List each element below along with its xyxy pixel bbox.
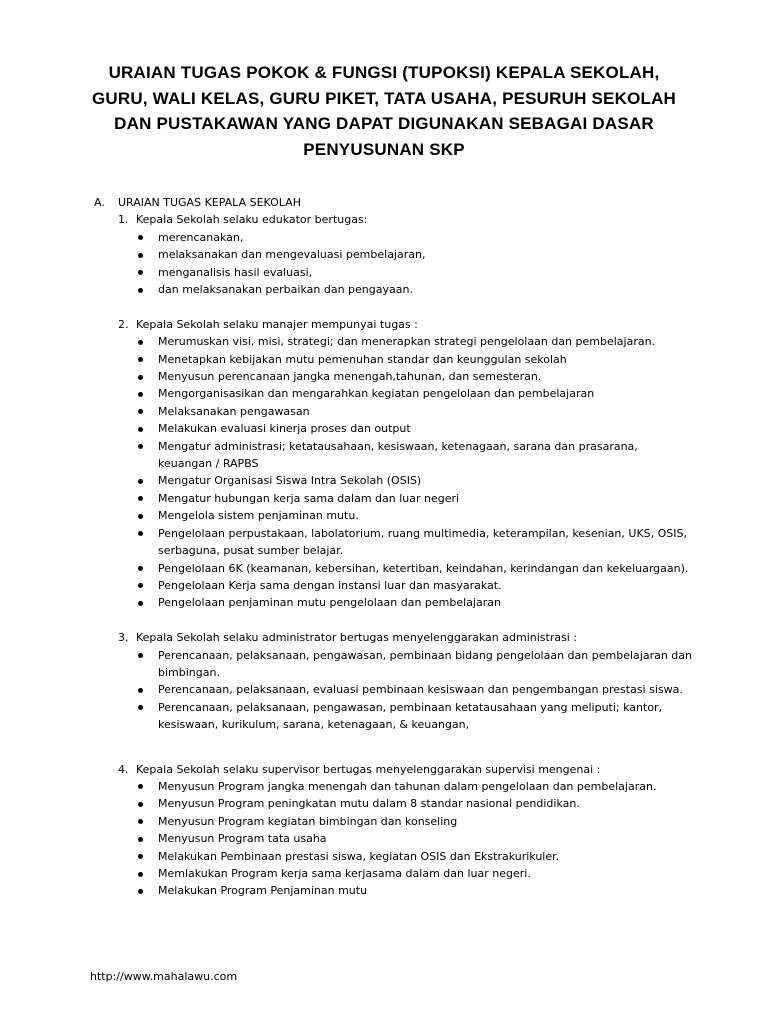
- section-title: URAIAN TUGAS KEPALA SEKOLAH: [118, 196, 301, 209]
- item-heading-text: Kepala Sekolah selaku manajer mempunyai tugas :: [136, 317, 418, 331]
- list-item: [136, 830, 694, 847]
- list-item-text: Pengelolaan Kerja sama dengan instansi luar dan masyarakat.: [158, 578, 502, 592]
- list-item-text: Menyusun perencanaan jangka menengah,tahunan, dan semesteran.: [158, 370, 542, 384]
- list-item: [136, 403, 694, 420]
- bullet-icon: [138, 601, 143, 606]
- bullet-list: [136, 333, 694, 612]
- list-item: [136, 560, 694, 577]
- list-item-text: Mengorganisasikan dan mengarahkan kegiatan pengelolaan dan pembelajaran: [158, 387, 595, 401]
- list-item-text: Pengelolaan penjaminan mutu pengelolaan dan pembelajaran: [158, 596, 501, 610]
- bullet-icon: [138, 270, 143, 275]
- bullet-icon: [138, 479, 143, 484]
- item-heading-text: Kepala Sekolah selaku supervisor bertugas menyelenggarakan supervisi mengenai :: [136, 762, 601, 776]
- bullet-list: [136, 647, 694, 734]
- bullet-icon: [138, 819, 143, 824]
- numbered-item: [118, 316, 694, 612]
- item-heading: [118, 211, 694, 228]
- title-line: DAN PUSTAKAWAN YANG DAPAT DIGUNAKAN SEBAGAI DASAR: [114, 114, 654, 133]
- list-item: [136, 472, 694, 489]
- list-item: [136, 681, 694, 698]
- list-item-text: Menyusun Program kegiatan bimbingan dan konseling: [158, 814, 458, 828]
- list-item: [136, 848, 694, 865]
- list-item: [136, 778, 694, 795]
- bullet-icon: [138, 409, 143, 414]
- item-number: 1.: [118, 213, 129, 227]
- numbered-item: [118, 761, 694, 900]
- list-item: [136, 795, 694, 812]
- bullet-icon: [138, 653, 143, 658]
- document-title: [60, 60, 708, 162]
- bullet-icon: [138, 514, 143, 519]
- bullet-icon: [138, 705, 143, 710]
- bullet-icon: [138, 340, 143, 345]
- list-item: [136, 264, 694, 281]
- list-item-text: Memlakukan Program kerja sama kerjasama dalam dan luar negeri.: [158, 867, 531, 880]
- bullet-icon: [138, 531, 143, 536]
- spacer: [94, 734, 694, 761]
- list-item: [136, 368, 694, 385]
- list-item: [136, 882, 694, 899]
- spacer: [94, 612, 694, 629]
- spacer: [94, 298, 694, 315]
- bullet-icon: [138, 496, 143, 501]
- list-item-text: Menyusun Program peningkatan mutu dalam 8 standar nasional pendidikan.: [158, 797, 580, 811]
- item-heading: [118, 761, 694, 778]
- list-item: [136, 577, 694, 594]
- bullet-icon: [138, 784, 143, 789]
- title-line: URAIAN TUGAS POKOK & FUNGSI (TUPOKSI) KEPALA SEKOLAH,: [108, 63, 660, 82]
- bullet-icon: [138, 688, 143, 693]
- list-item-text: Perencanaan, pelaksanaan, pengawasan, pembinaan ketatausahaan yang meliputi; kantor, kesiswaan, kurikulum, sarana, ketenagaan, & keuangan,: [158, 700, 663, 732]
- bullet-icon: [138, 583, 143, 588]
- list-item: [136, 525, 694, 560]
- list-item-text: merencanakan,: [158, 230, 244, 244]
- section-items: [94, 211, 694, 899]
- bullet-icon: [138, 802, 143, 807]
- list-item: [136, 865, 694, 882]
- bullet-icon: [138, 444, 143, 449]
- list-item-text: Melakukan evaluasi kinerja proses dan output: [158, 422, 411, 436]
- list-item-text: melaksanakan dan mengevaluasi pembelajaran,: [158, 248, 426, 262]
- bullet-icon: [138, 872, 143, 877]
- list-item-text: Pengelolaan 6K (keamanan, kebersihan, ketertiban, keindahan, kerindangan dan kekeluargaan).: [158, 561, 689, 575]
- section-letter: A.: [94, 196, 105, 209]
- list-item: [136, 594, 694, 611]
- item-heading: [118, 316, 694, 333]
- list-item-text: Mengelola sistem penjaminan mutu.: [158, 509, 359, 523]
- bullet-icon: [138, 392, 143, 397]
- item-heading-text: Kepala Sekolah selaku administrator bertugas menyelenggarakan administrasi :: [136, 631, 578, 645]
- bullet-icon: [138, 235, 143, 240]
- list-item-text: Mengatur Organisasi Siswa Intra Sekolah (OSIS): [158, 474, 422, 488]
- list-item-text: menganalisis hasil evaluasi,: [158, 265, 313, 279]
- item-number: 2.: [118, 317, 129, 331]
- bullet-icon: [138, 837, 143, 842]
- item-number: 3.: [118, 631, 129, 645]
- bullet-list: [136, 229, 694, 299]
- list-item-text: Menyusun Program jangka menengah dan tahunan dalam pengelolaan dan pembelajaran.: [158, 779, 657, 793]
- item-heading: [118, 629, 694, 646]
- list-item-text: Mengatur hubungan kerja sama dalam dan luar negeri: [158, 491, 460, 505]
- list-item: [136, 281, 694, 298]
- list-item: [136, 246, 694, 263]
- list-item: [136, 813, 694, 830]
- list-item: [136, 385, 694, 402]
- list-item: [136, 507, 694, 524]
- bullet-icon: [138, 854, 143, 859]
- item-heading-text: Kepala Sekolah selaku edukator bertugas:: [136, 213, 368, 227]
- title-line: PENYUSUNAN SKP: [303, 139, 465, 159]
- document-body: [94, 194, 694, 900]
- list-item-text: Mengatur administrasi; ketatausahaan, kesiswaan, ketenagaan, sarana dan prasarana, keuangan / RAPBS: [158, 439, 638, 471]
- list-item-text: Melakukan Program Penjaminan mutu: [158, 884, 368, 898]
- bullet-icon: [138, 357, 143, 362]
- list-item-text: Menetapkan kebijakan mutu pemenuhan standar dan keunggulan sekolah: [158, 352, 567, 366]
- list-item-text: Melakukan Pembinaan prestasi siswa, kegiatan OSIS dan Ekstrakurikuler.: [158, 849, 560, 863]
- bullet-icon: [138, 566, 143, 571]
- list-item: [136, 229, 694, 246]
- bullet-icon: [138, 889, 143, 894]
- list-item: [136, 699, 694, 734]
- list-item: [136, 420, 694, 437]
- list-item-text: Pengelolaan perpustakaan, labolatorium, ruang multimedia, keterampilan, kesenian, UKS, OSIS, serbaguna, pusat sumber belajar.: [158, 526, 688, 558]
- list-item: [136, 333, 694, 350]
- section-heading: [94, 194, 694, 211]
- list-item-text: Melaksanakan pengawasan: [158, 404, 310, 418]
- bullet-list: [136, 778, 694, 900]
- title-line: GURU, WALI KELAS, GURU PIKET, TATA USAHA, PESURUH SEKOLAH: [91, 88, 677, 108]
- bullet-icon: [138, 375, 143, 380]
- list-item-text: Perencanaan, pelaksanaan, pengawasan, pembinaan bidang pengelolaan dan pembelajaran dan bimbingan.: [158, 648, 692, 679]
- numbered-item: [118, 629, 694, 733]
- bullet-icon: [138, 288, 143, 293]
- item-number: 4.: [118, 762, 129, 776]
- list-item-text: Perencanaan, pelaksanaan, evaluasi pembinaan kesiswaan dan pengembangan prestasi siswa.: [158, 683, 683, 697]
- bullet-icon: [138, 253, 143, 258]
- list-item: [136, 351, 694, 368]
- numbered-item: [118, 211, 694, 298]
- list-item: [136, 490, 694, 507]
- bullet-icon: [138, 427, 143, 432]
- list-item-text: Menyusun Program tata usaha: [158, 832, 327, 846]
- list-item-text: Merumuskan visi, misi, strategi; dan menerapkan strategi pengelolaan dan pembelajaran.: [158, 335, 656, 349]
- footer-url: http://www.mahalawu.com: [90, 970, 238, 983]
- list-item: [136, 647, 694, 682]
- list-item: [136, 438, 694, 473]
- list-item-text: dan melaksanakan perbaikan dan pengayaan.: [158, 283, 413, 297]
